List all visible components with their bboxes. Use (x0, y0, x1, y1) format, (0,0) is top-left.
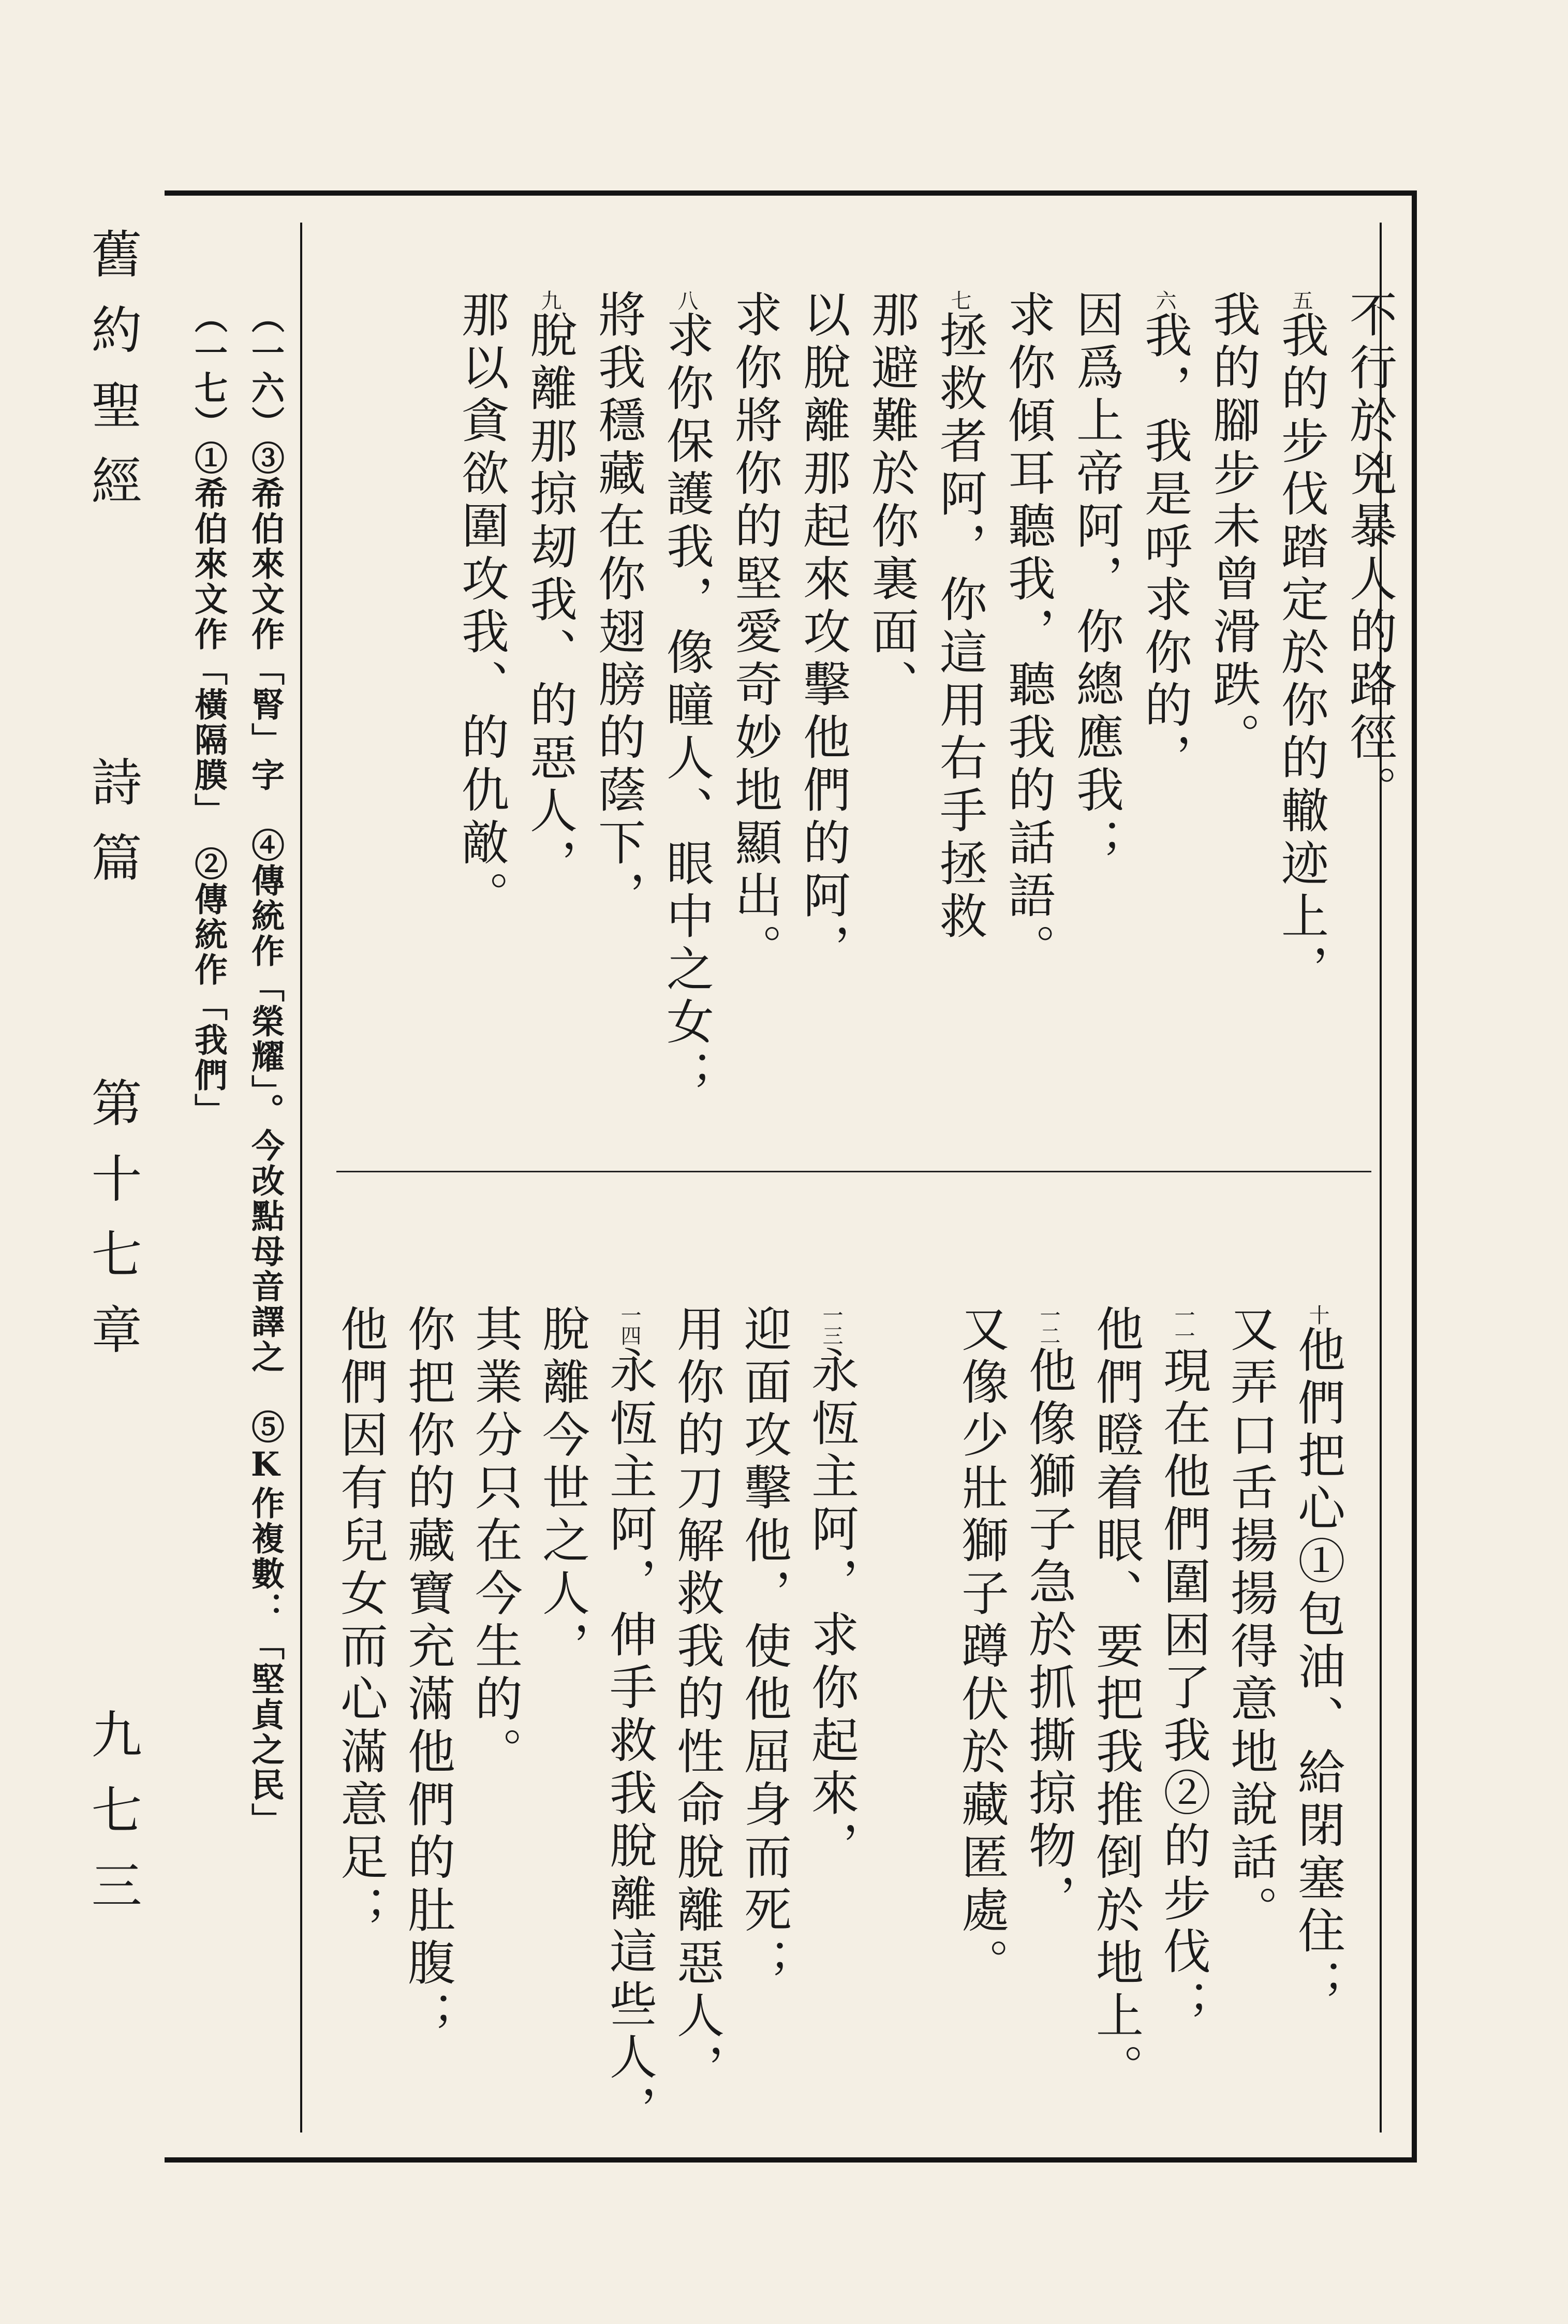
verse-line: 脫離今世之人， (535, 1304, 590, 1674)
verse-line: 又像少壯獅子蹲伏於藏匿處。 (954, 1304, 1009, 1991)
verse-line: 以脫離那起來攻擊他們的阿， (795, 290, 851, 976)
verse-line: 又弄口舌揚揚得意地說話。 (1223, 1304, 1278, 1938)
verse-line: 一四永恆主阿，伸手救我脫離這些人， (602, 1304, 657, 2138)
verse-line: 一二他像獅子急於抓撕掠物， (1021, 1304, 1076, 1926)
running-header-chapter: 第十七章 (83, 1077, 142, 1379)
verse-line: 我的腳步未曾滑跌。 (1205, 290, 1261, 765)
page-number: 九七三 (83, 1708, 142, 1935)
running-header-section: 詩篇 (83, 756, 142, 907)
section-divider (336, 1171, 1371, 1172)
verse-line: 七拯救者阿，你這用右手拯救 (932, 290, 987, 944)
verse-line: 你把你的藏寶充滿他們的肚腹； (400, 1304, 455, 2043)
running-header-book: 舊約聖經 (83, 228, 142, 530)
verse-line: 八求你保護我，像瞳人、眼中之女； (659, 290, 714, 1102)
verse-line: 他們因有兒女而心滿意足； (333, 1304, 388, 1938)
verse-line: 不行於兇暴人的路徑。 (1342, 290, 1397, 818)
verse-line: 他們瞪着眼、要把我推倒於地上。 (1088, 1304, 1144, 2096)
verse-line: 將我穩藏在你翅膀的蔭下， (590, 290, 646, 923)
verse-line: 求你傾耳聽我，聽我的話語。 (1000, 290, 1056, 976)
verse-line: 用你的刀解救我的性命脫離惡人， (669, 1304, 724, 2096)
verse-line: 迎面攻擊他，使他屈身而死； (736, 1304, 792, 1991)
verse-line: 那以貪欲圍攻我、的仇敵。 (454, 290, 509, 923)
verse-line: 一三永恆主阿，求你起來， (804, 1304, 859, 1874)
verse-line: 其業分只在今生的。 (467, 1304, 523, 1779)
verse-line: 求你將你的堅愛奇妙地顯出。 (727, 290, 782, 976)
verse-line: 十他們把心①包油、給閉塞住； (1290, 1304, 1345, 2011)
verse-line: 那避難於你裏面、 (864, 290, 919, 712)
verse-line: 一一現在他們圍困了我②的步伐； (1156, 1304, 1211, 2032)
verse-line: 六我，我是呼求你的， (1137, 290, 1192, 786)
verse-line: 五我的步伐踏定於你的轍迹上， (1274, 290, 1329, 997)
footnote: （一七）①希伯來文作「橫隔膜」 ②傳統作「我們」 (189, 300, 228, 1128)
verse-line: 九脫離那掠刼我、的惡人， (522, 290, 578, 891)
footnote: （一六）③希伯來文作「腎」字 ④傳統作「榮耀」。今改點母音譯之 ⑤K作複數：「堅貞之民」 (246, 300, 285, 1838)
verse-line: 因爲上帝阿，你總應我； (1069, 290, 1124, 871)
